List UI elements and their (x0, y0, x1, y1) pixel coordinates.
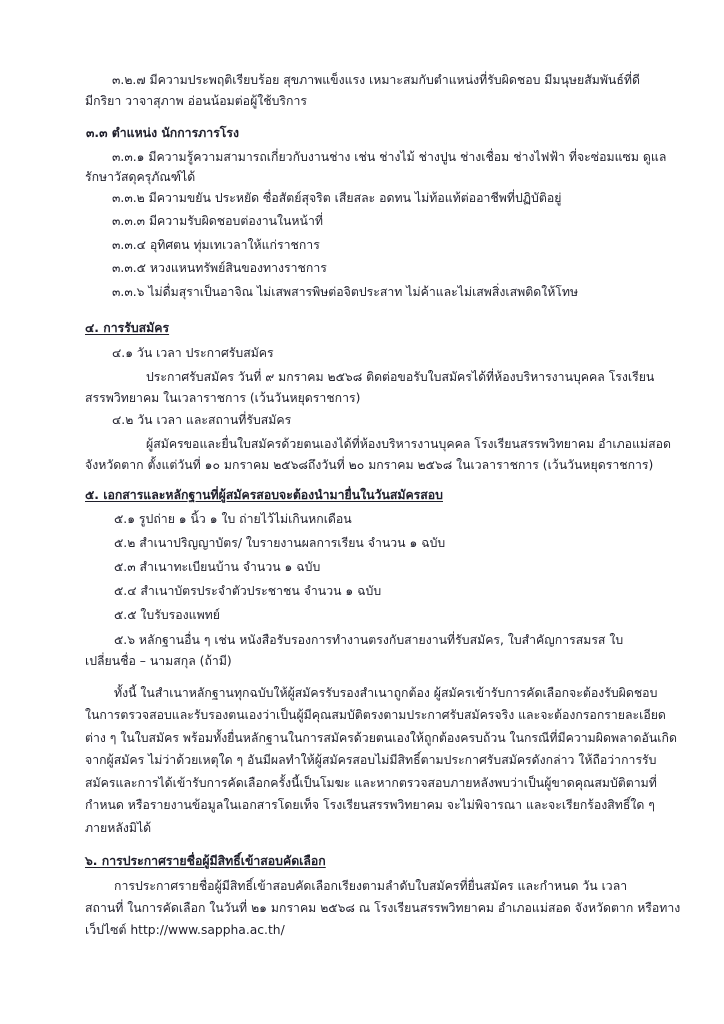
paragraph-line: ต่าง ๆ ในใบสมัคร พร้อมทั้งยื่นหลักฐานในการสมัครด้วยตนเองให้ถูกต้องครบถ้วน ในกรณีที่มีความผิดพลาดอันเกิด (85, 731, 677, 745)
item-3-3-6: ๓.๓.๖ ไม่ดื่มสุราเป็นอาจิณ ไม่เสพสารพิษต่อจิตประสาท ไม่ค้าและไม่เสพสิ่งเสพติดให้โทษ (112, 285, 579, 299)
item-4-2: ๔.๒ วัน เวลา และสถานที่รับสมัคร (112, 413, 292, 427)
paragraph-line: สมัครและการได้เข้ารับการคัดเลือกครั้งนี้เป็นโมฆะ และหากตรวจสอบภายหลังพบว่าเป็นผู้ขาดคุณสมบัติตามที่ (85, 776, 657, 790)
item-5-4: ๕.๔ สำเนาบัตรประจำตัวประชาชน จำนวน ๑ ฉบับ (114, 584, 382, 598)
item-5-2: ๕.๒ สำเนาปริญญาบัตร/ ใบรายงานผลการเรียน จำนวน ๑ ฉบับ (114, 536, 446, 550)
item-5-6-cont: เปลี่ยนชื่อ – นามสกุล (ถ้ามี) (85, 654, 232, 668)
item-3-3-1-cont: รักษาวัสดุครุภัณฑ์ได้ (85, 170, 196, 184)
item-3-2-7-cont: มีกริยา วาจาสุภาพ อ่อนน้อมต่อผู้ใช้บริการ (85, 94, 307, 108)
item-4-1: ๔.๑ วัน เวลา ประกาศรับสมัคร (112, 346, 274, 360)
item-3-3-2: ๓.๓.๒ มีความขยัน ประหยัด ซื่อสัตย์สุจริต เสียสละ อดทน ไม่ท้อแท้ต่ออาชีพที่ปฏิบัติอยู่ (112, 191, 562, 205)
item-3-3-5: ๓.๓.๕ หวงแหนทรัพย์สินของทางราชการ (112, 261, 327, 275)
item-3-3-3: ๓.๓.๓ มีความรับผิดชอบต่องานในหน้าที่ (112, 214, 323, 228)
item-5-1: ๕.๑ รูปถ่าย ๑ นิ้ว ๑ ใบ ถ่ายไว้ไม่เกินหกเดือน (114, 512, 352, 526)
item-4-2-text-cont: จังหวัดตาก ตั้งแต่วันที่ ๑๐ มกราคม ๒๕๖๘ถึงวันที่ ๒๐ มกราคม ๒๕๖๘ ในเวลาราชการ (เว้นวันหยุดราชการ) (85, 458, 654, 472)
item-6-text-cont: สถานที่ ในการคัดเลือก ในวันที่ ๒๑ มกราคม ๒๕๖๘ ณ โรงเรียนสรรพวิทยาคม อำเภอแม่สอด จังหวัดตาก หรือทาง (85, 901, 681, 915)
paragraph-line: กำหนด หรือรายงานข้อมูลในเอกสารโดยเท็จ โรงเรียนสรรพวิทยาคม จะไม่พิจารณา และจะเรียกร้องสิทธิ์ใด ๆ (85, 798, 655, 812)
item-3-2-7: ๓.๒.๗ มีความประพฤติเรียบร้อย สุขภาพแข็งแรง เหมาะสมกับตำแหน่งที่รับผิดชอบ มีมนุษยสัมพันธ์ที่ดี (112, 73, 640, 87)
heading-3-3: ๓.๓ ตำแหน่ง นักการภารโรง (86, 126, 240, 140)
item-5-6: ๕.๖ หลักฐานอื่น ๆ เช่น หนังสือรับรองการทำงานตรงกับสายงานที่รับสมัคร, ใบสำคัญการสมรส ใบ (114, 633, 624, 647)
heading-5: ๕. เอกสารและหลักฐานที่ผู้สมัครสอบจะต้องนำมายื่นในวันสมัครสอบ (85, 488, 443, 502)
paragraph-line: ภายหลังมิได้ (85, 821, 152, 835)
heading-6: ๖. การประกาศรายชื่อผู้มีสิทธิ์เข้าสอบคัดเลือก (85, 854, 326, 868)
item-5-5: ๕.๕ ใบรับรองแพทย์ (114, 608, 220, 622)
item-6-website: เว็ปไซต์ http://www.sappha.ac.th/ (85, 923, 285, 937)
item-3-3-4: ๓.๓.๔ อุทิศตน ทุ่มเทเวลาให้แก่ราชการ (112, 238, 320, 252)
item-4-1-text: ประกาศรับสมัคร วันที่ ๙ มกราคม ๒๕๖๘ ติดต่อขอรับใบสมัครได้ที่ห้องบริหารงานบุคคล โรงเรียน (146, 370, 655, 384)
item-5-3: ๕.๓ สำเนาทะเบียนบ้าน จำนวน ๑ ฉบับ (114, 560, 321, 574)
item-3-3-1: ๓.๓.๑ มีความรู้ความสามารถเกี่ยวกับงานช่าง เช่น ช่างไม้ ช่างปูน ช่างเชื่อม ช่างไฟฟ้า ที่จะซ่อมแซม ดูแล (112, 150, 667, 164)
item-4-2-text: ผู้สมัครขอและยื่นใบสมัครด้วยตนเองได้ที่ห้องบริหารงานบุคคล โรงเรียนสรรพวิทยาคม อำเภอแม่สอด (146, 437, 671, 451)
paragraph-line: ทั้งนี้ ในสำเนาหลักฐานทุกฉบับให้ผู้สมัครรับรองสำเนาถูกต้อง ผู้สมัครเข้ารับการคัดเลือกจะต้องรับผิดชอบ (114, 686, 658, 700)
item-6-text: การประกาศรายชื่อผู้มีสิทธิ์เข้าสอบคัดเลือกเรียงตามลำดับใบสมัครที่ยื่นสมัคร และกำหนด วัน เวลา (114, 879, 628, 893)
paragraph-line: จากผู้สมัคร ไม่ว่าด้วยเหตุใด ๆ อันมีผลทำให้ผู้สมัครสอบไม่มีสิทธิ์ตามประกาศรับสมัครดังกล่าว ให้ถือว่าการรับ (85, 753, 657, 767)
paragraph-line: ในการตรวจสอบและรับรองตนเองว่าเป็นผู้มีคุณสมบัติตรงตามประกาศรับสมัครจริง และจะต้องกรอกรายละเอียด (85, 708, 666, 722)
heading-4: ๔. การรับสมัคร (85, 321, 170, 335)
item-4-1-text-cont: สรรพวิทยาคม ในเวลาราชการ (เว้นวันหยุดราชการ) (85, 391, 361, 405)
